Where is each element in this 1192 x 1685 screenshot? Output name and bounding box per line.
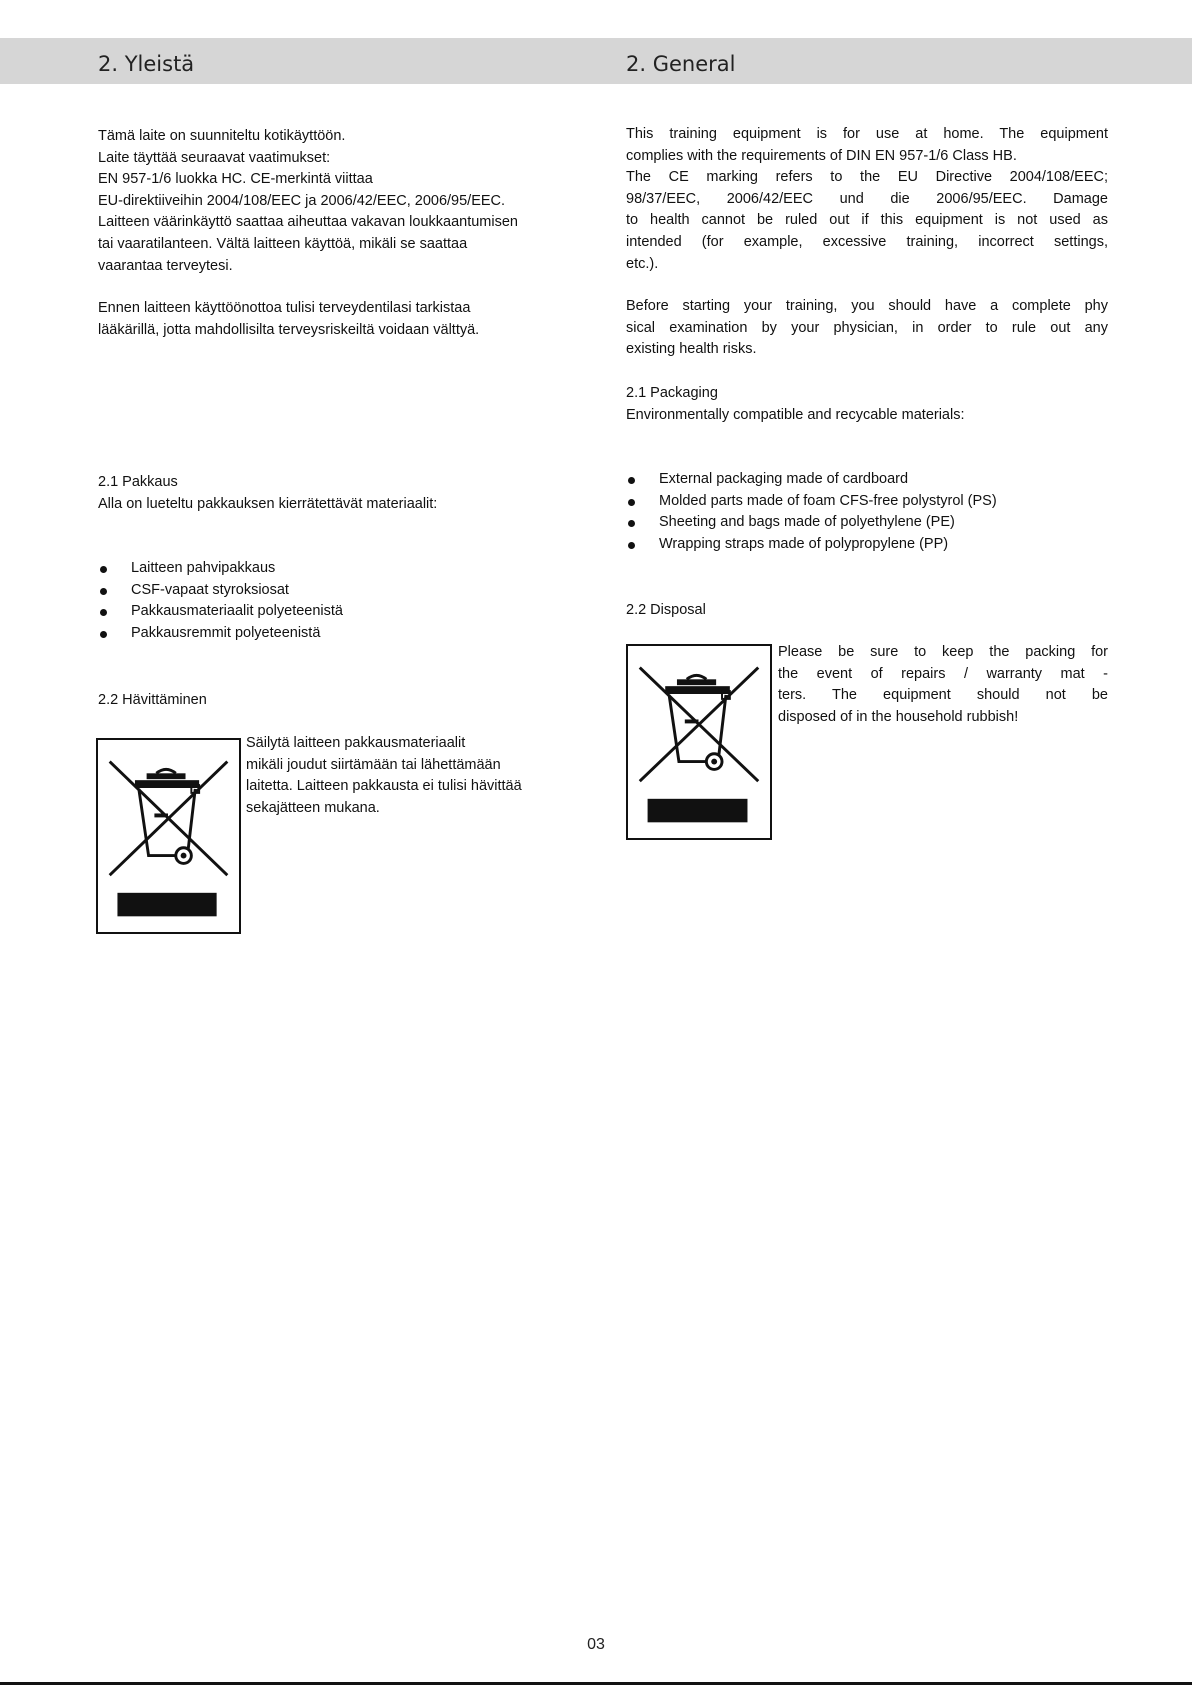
right-disposal-heading-wrap — [626, 600, 1108, 622]
left-intro — [98, 126, 596, 277]
text-line: mikäli joudut siirtämään tai lähettämään — [246, 756, 501, 773]
right-packaging-section — [626, 383, 1108, 426]
packaging-heading: 2.1 Packaging — [626, 385, 718, 401]
right-section-title: 2. General — [626, 52, 736, 76]
disposal-heading: 2.2 Hävittäminen — [98, 692, 207, 708]
text-line: laitetta. Laitteen pakkausta ei tulisi hävittää — [246, 778, 522, 795]
text-line: to health cannot be ruled out if this equipment is not used as — [626, 212, 1108, 229]
list-item: Sheeting and bags made of polyethylene (PE) — [626, 512, 1108, 534]
text-line: lääkärillä, jotta mahdollisilta terveysriskeiltä voidaan välttyä. — [98, 321, 480, 338]
crossed-out-wheelie-bin-icon — [96, 738, 241, 934]
list-item: Laitteen pahvipakkaus — [98, 558, 596, 580]
text-line: Please be sure to keep the packing for — [778, 644, 1108, 660]
text-line: the event of repairs / warranty mat - — [778, 665, 1108, 682]
left-packaging-section — [98, 472, 596, 515]
text-line: Laite täyttää seuraavat vaatimukset: — [98, 149, 331, 166]
text-line: etc.). — [626, 255, 659, 272]
right-intro — [626, 124, 1108, 275]
text-line: vaarantaa terveytesi. — [98, 257, 233, 274]
list-item: Pakkausremmit polyeteenistä — [98, 623, 596, 645]
disposal-heading: 2.2 Disposal — [626, 602, 706, 618]
list-item: CSF-vapaat styroksiosat — [98, 580, 596, 602]
weee-symbol-graphic — [628, 646, 770, 838]
list-item: Wrapping straps made of polypropylene (PP) — [626, 534, 1108, 556]
packaging-heading: 2.1 Pakkaus — [98, 474, 178, 490]
list-item: Pakkausmateriaalit polyeteenistä — [98, 601, 596, 623]
text-line: intended (for example, excessive training, incorrect settings, — [626, 233, 1108, 250]
right-health-note — [626, 296, 1108, 361]
text-line: ters. The equipment should not be — [778, 687, 1108, 704]
list-item: External packaging made of cardboard — [626, 469, 1108, 491]
left-disposal-heading-wrap — [98, 690, 596, 712]
text-line: existing health risks. — [626, 341, 757, 358]
left-packaging-list — [98, 558, 596, 644]
text-line: Tämä laite on suunniteltu kotikäyttöön. — [98, 128, 346, 144]
text-line: sekajätteen mukana. — [246, 799, 380, 816]
list-item: Molded parts made of foam CFS-free polystyrol (PS) — [626, 491, 1108, 513]
text-line: complies with the requirements of DIN EN 957-1/6 Class HB. — [626, 147, 1017, 164]
right-packaging-list — [626, 469, 1108, 555]
crossed-out-wheelie-bin-icon — [626, 644, 772, 840]
text-line: EN 957-1/6 luokka HC. CE-merkintä viittaa — [98, 171, 373, 188]
text-line: Laitteen väärinkäyttö saattaa aiheuttaa vakavan loukkaantumisen — [98, 214, 518, 231]
text-line: This training equipment is for use at home. The equipment — [626, 126, 1108, 142]
weee-symbol-graphic — [98, 740, 239, 932]
page-number: 03 — [587, 1636, 605, 1653]
left-disposal-text — [246, 733, 592, 819]
text-line: Säilytä laitteen pakkausmateriaalit — [246, 735, 466, 751]
packaging-intro: Environmentally compatible and recycable materials: — [626, 406, 965, 423]
text-line: EU-direktiiveihin 2004/108/EEC ja 2006/42/EEC, 2006/95/EEC. — [98, 192, 506, 209]
text-line: sical examination by your physician, in order to rule out any — [626, 319, 1108, 336]
packaging-intro: Alla on lueteltu pakkauksen kierrätettävät materiaalit: — [98, 495, 438, 512]
text-line: tai vaaratilanteen. Vältä laitteen käyttöä, mikäli se saattaa — [98, 235, 468, 252]
text-line: The CE marking refers to the EU Directive 2004/108/EEC; — [626, 169, 1108, 186]
left-section-title: 2. Yleistä — [98, 52, 195, 76]
left-health-note — [98, 298, 596, 341]
text-line: 98/37/EEC, 2006/42/EEC und die 2006/95/EEC. Damage — [626, 190, 1108, 207]
text-line: disposed of in the household rubbish! — [778, 708, 1019, 725]
right-disposal-text — [778, 642, 1108, 728]
text-line: Ennen laitteen käyttöönottoa tulisi terveydentilasi tarkistaa — [98, 300, 471, 316]
text-line: Before starting your training, you should have a complete phy — [626, 298, 1108, 314]
